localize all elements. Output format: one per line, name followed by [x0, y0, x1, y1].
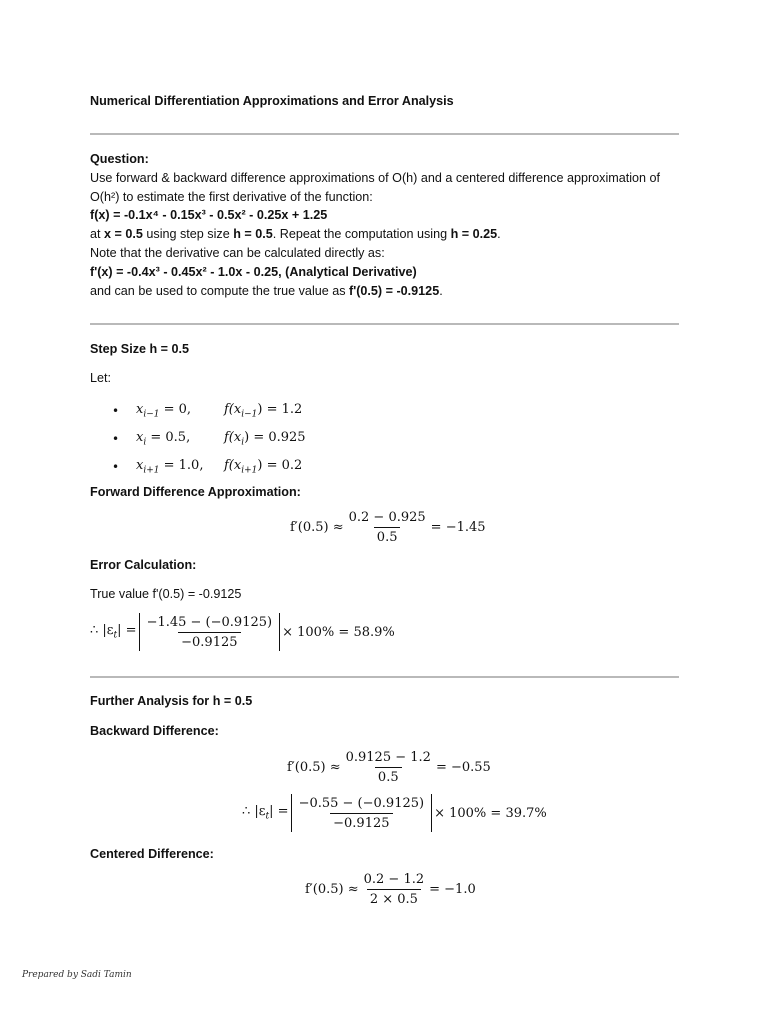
let-label: Let:: [90, 371, 112, 385]
error-fraction: [144, 615, 276, 650]
backward-error-numerator: −0.55 − (−0.9125): [298, 795, 425, 811]
forward-difference-formula: [290, 510, 486, 545]
fx-value: $f(x_i) = 0.925$: [224, 430, 306, 448]
true-pre: and can be used to compute the true value as: [90, 284, 350, 298]
centered-denominator: 2 × 0.5: [367, 889, 421, 907]
error-calculation-heading: Error Calculation:: [90, 558, 197, 572]
error-lhs: ∴ $|\varepsilon_t|$ =: [90, 623, 137, 641]
function-definition: f(x) = -0.1x⁴ - 0.15x³ - 0.5x² - 0.25x + 1.25: [90, 208, 328, 222]
page-title: Numerical Differentiation Approximations and Error Analysis: [90, 94, 454, 108]
fx-value: $f(x_{i+1}) = 0.2$: [224, 458, 303, 476]
abs-bar-right: [279, 613, 280, 651]
step-size-heading: Step Size h = 0.5: [90, 342, 190, 356]
true-value-statement: True value f'(0.5) = -0.9125: [90, 587, 242, 601]
step-at: at: [90, 227, 105, 241]
centered-numerator: 0.2 − 1.2: [363, 872, 425, 887]
bullet-icon: •: [112, 404, 120, 418]
analytical-derivative: f'(x) = -0.4x³ - 0.45x² - 1.0x - 0.25, (Analytical Derivative): [90, 265, 417, 279]
abs-bar-left: [291, 794, 292, 832]
centered-result: = −1.0: [429, 882, 476, 897]
question-line-1: Use forward & backward difference approximations of O(h) and a centered difference approximation of: [90, 171, 661, 185]
backward-error-fraction: [296, 796, 428, 831]
backward-error-formula: [242, 794, 547, 832]
abs-bar-right: [431, 794, 432, 832]
backward-error-result: × 100% = 39.7%: [434, 805, 547, 821]
backward-error-lhs: ∴ $|\varepsilon_t|$ =: [242, 804, 289, 822]
error-denominator: −0.9125: [178, 632, 240, 650]
point-item-1: [112, 397, 306, 425]
divider-3: [90, 676, 679, 678]
step-mid: using step size: [142, 227, 234, 241]
backward-denominator: 0.5: [375, 767, 402, 785]
forward-fraction: [346, 510, 429, 545]
abs-bar-left: [139, 613, 140, 651]
x-value: $x_i = 0.5$,: [136, 430, 191, 448]
x-value: $x_{i-1} = 0$,: [136, 402, 192, 420]
point-item-3: [112, 453, 306, 481]
x-value: $x_{i+1} = 1.0$,: [136, 458, 204, 476]
forward-result: = −1.45: [430, 520, 486, 535]
centered-difference-formula: [305, 872, 476, 907]
point-list: [112, 397, 306, 481]
question-line-2: O(h²) to estimate the first derivative of the function:: [90, 190, 373, 204]
error-result: × 100% = 58.9%: [282, 624, 395, 640]
step-repeat: . Repeat the computation using: [272, 227, 451, 241]
question-heading: Question:: [90, 152, 149, 166]
step-h2-value: h = 0.25: [450, 227, 498, 241]
bullet-icon: •: [112, 460, 120, 474]
step-size-line: [90, 227, 501, 241]
backward-numerator: 0.9125 − 1.2: [345, 750, 431, 765]
forward-numerator: 0.2 − 0.925: [348, 510, 426, 525]
step-h1-value: h = 0.5: [233, 227, 273, 241]
note-line: Note that the derivative can be calculated directly as:: [90, 246, 385, 260]
backward-fraction: [343, 750, 434, 785]
step-x-value: x = 0.5: [104, 227, 143, 241]
backward-lhs: f′(0.5) ≈: [287, 760, 341, 775]
error-numerator: −1.45 − (−0.9125): [146, 614, 273, 630]
centered-lhs: f′(0.5) ≈: [305, 882, 359, 897]
forward-error-formula: [90, 613, 395, 651]
signature: Prepared by Sadi Tamin: [22, 970, 132, 980]
backward-result: = −0.55: [435, 760, 491, 775]
backward-difference-formula: [287, 750, 491, 785]
forward-denominator: 0.5: [374, 527, 401, 545]
divider-2: [90, 323, 679, 325]
forward-lhs: f′(0.5) ≈: [290, 520, 344, 535]
true-end: .: [439, 284, 443, 298]
centered-difference-heading: Centered Difference:: [90, 847, 214, 861]
step-end: .: [497, 227, 501, 241]
fx-value: $f(x_{i-1}) = 1.2$: [224, 402, 303, 420]
divider-1: [90, 133, 679, 135]
true-value-line: [90, 284, 443, 298]
forward-difference-heading: Forward Difference Approximation:: [90, 485, 301, 499]
further-analysis-heading: Further Analysis for h = 0.5: [90, 694, 253, 708]
bullet-icon: •: [112, 432, 120, 446]
backward-difference-heading: Backward Difference:: [90, 724, 219, 738]
centered-fraction: [361, 872, 428, 907]
true-value: f'(0.5) = -0.9125: [349, 284, 440, 298]
backward-error-denominator: −0.9125: [330, 813, 392, 831]
point-item-2: [112, 425, 306, 453]
